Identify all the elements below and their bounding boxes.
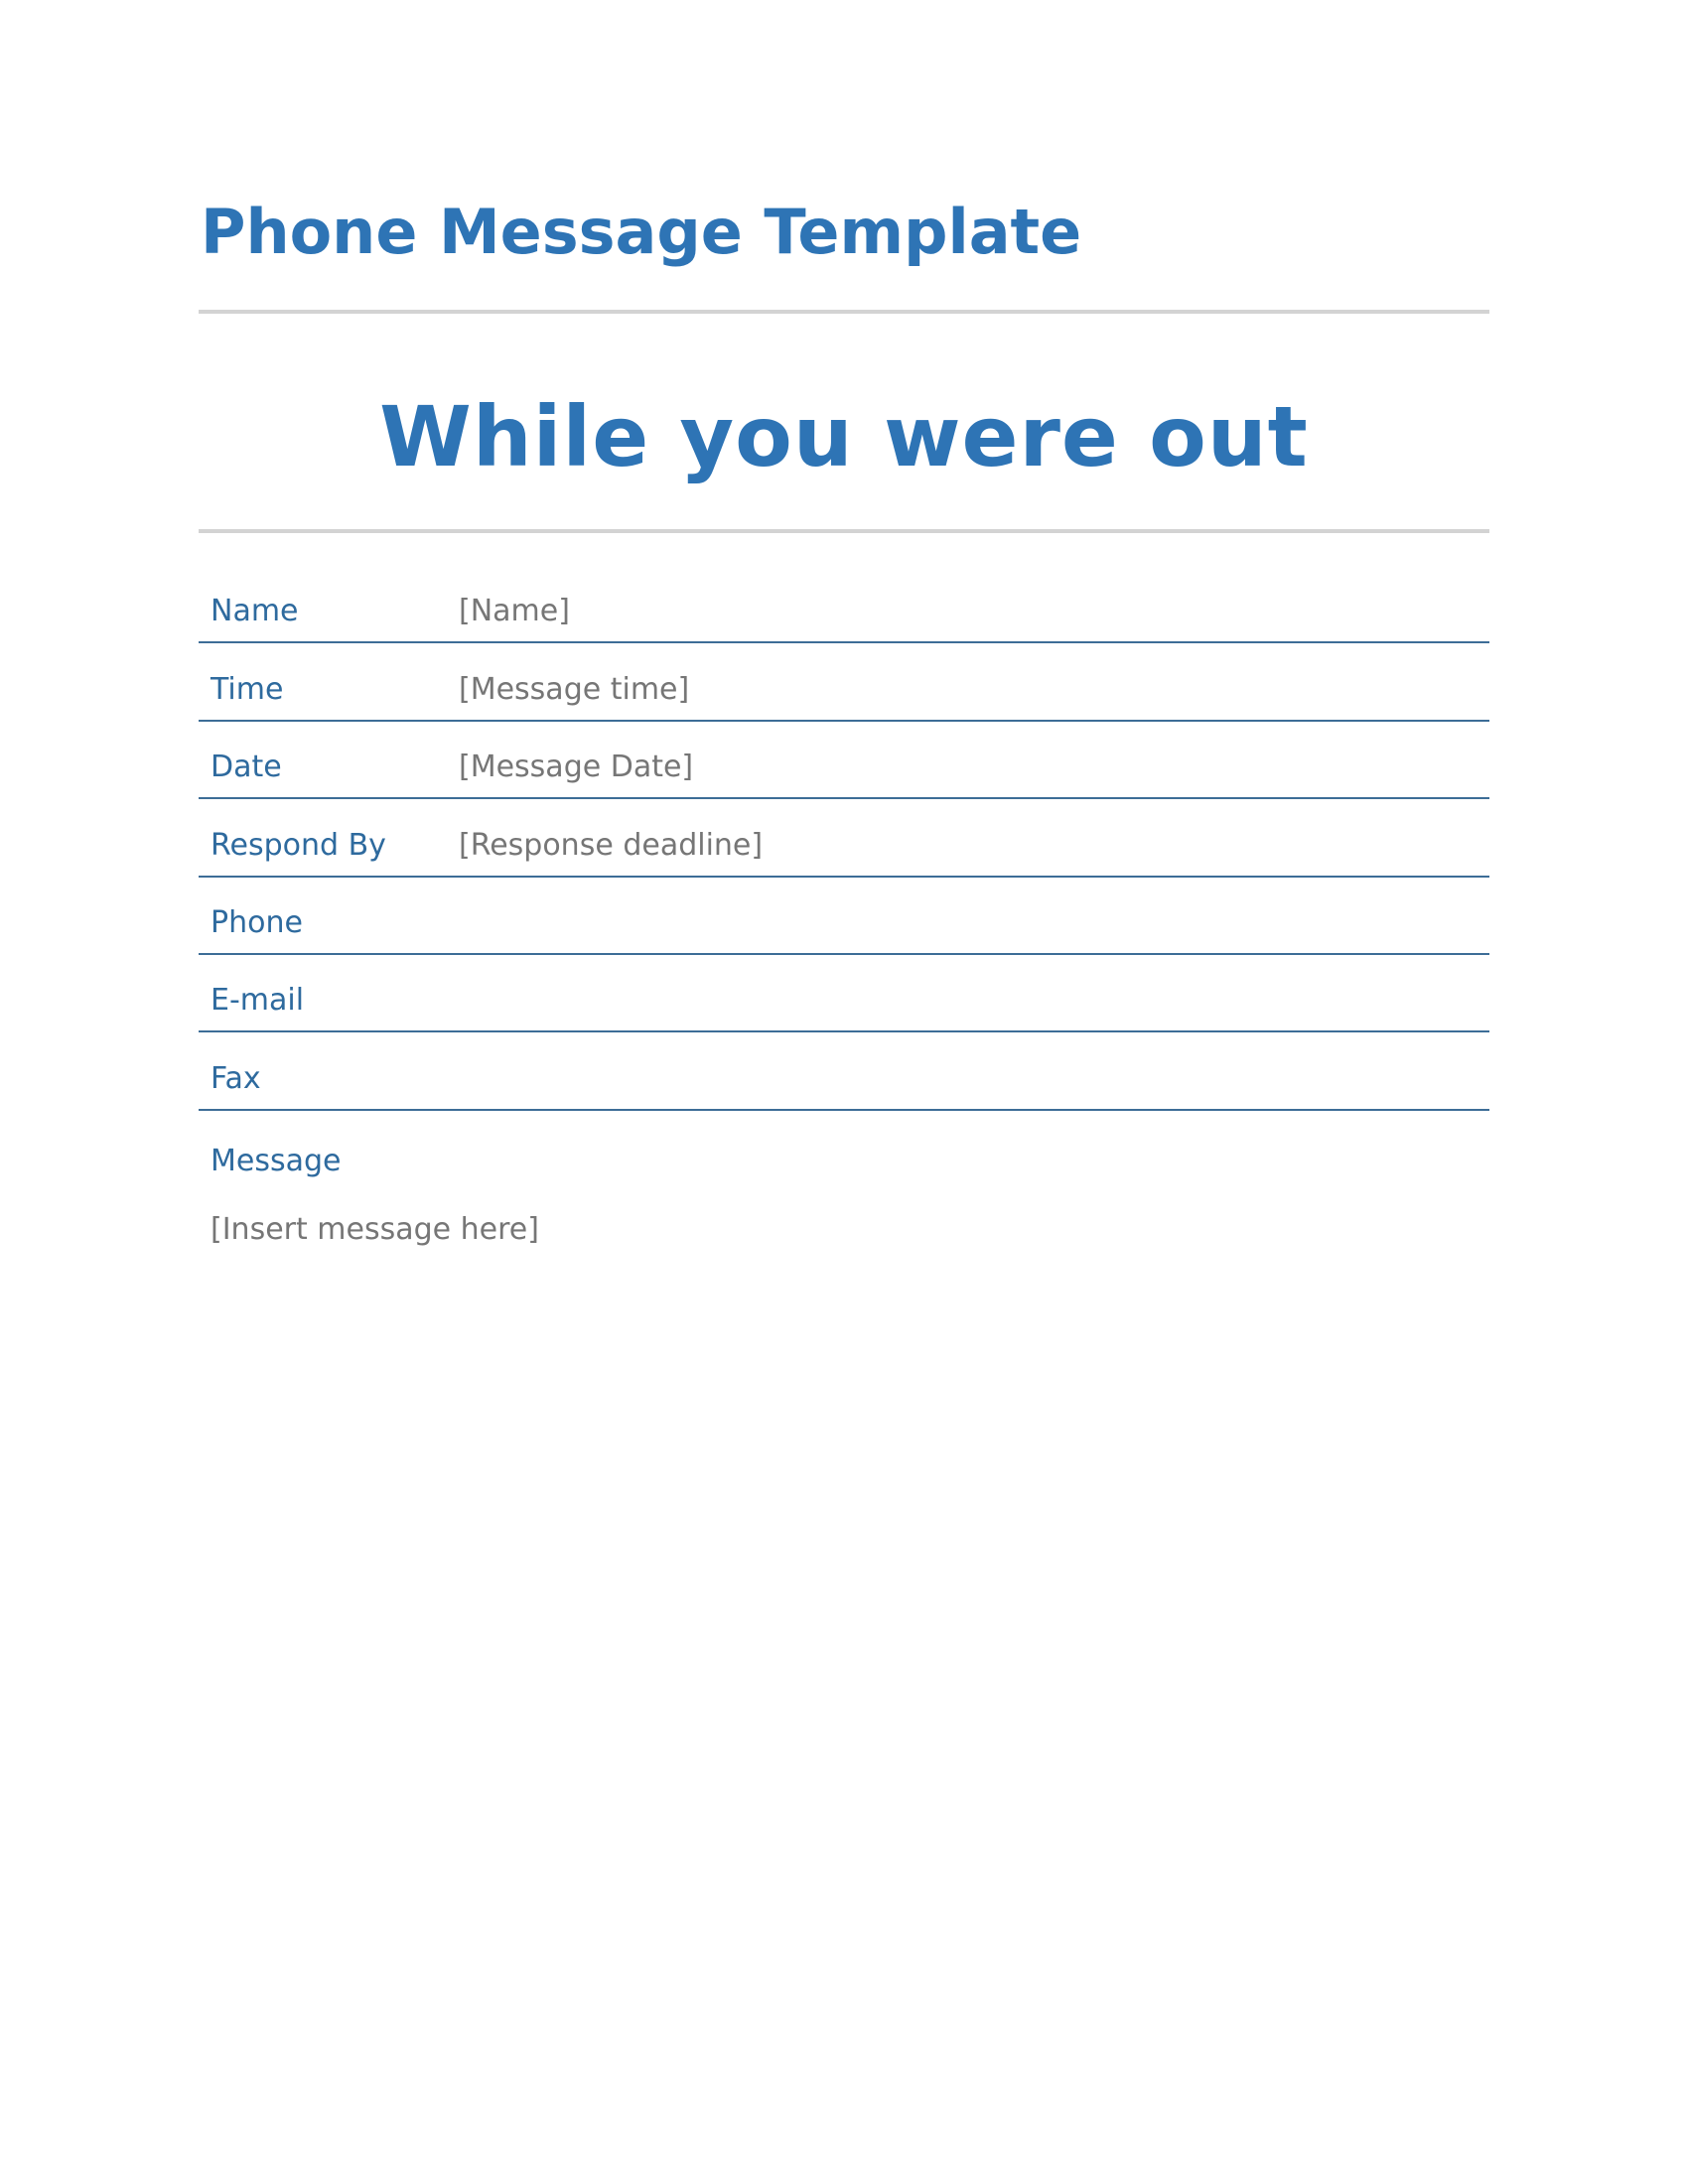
- field-row-respond-by[interactable]: [199, 799, 1489, 877]
- document-title: Phone Message Template: [201, 196, 1082, 268]
- field-row-time[interactable]: [199, 643, 1489, 721]
- field-label: Respond By: [211, 827, 386, 863]
- field-label: Phone: [211, 904, 303, 940]
- field-row-phone[interactable]: [199, 878, 1489, 955]
- message-fields: [199, 566, 1489, 1111]
- date-field[interactable]: [Message Date]: [459, 750, 694, 785]
- field-row-name[interactable]: [199, 566, 1489, 643]
- headline: While you were out: [379, 388, 1309, 485]
- message-label: Message: [211, 1144, 342, 1178]
- field-label: Name: [211, 594, 299, 629]
- time-field[interactable]: [Message time]: [459, 671, 690, 707]
- title-divider: [199, 310, 1489, 314]
- field-label: Time: [211, 671, 284, 707]
- field-label: E-mail: [211, 983, 305, 1019]
- headline-divider: [199, 529, 1489, 533]
- field-row-date[interactable]: [199, 722, 1489, 799]
- name-field[interactable]: [Name]: [459, 594, 570, 629]
- field-label: Fax: [211, 1060, 261, 1096]
- respond-by-field[interactable]: [Response deadline]: [459, 827, 764, 863]
- message-body[interactable]: [Insert message here]: [211, 1212, 539, 1247]
- field-label: Date: [211, 750, 282, 785]
- field-row-email[interactable]: [199, 955, 1489, 1032]
- field-row-fax[interactable]: [199, 1032, 1489, 1110]
